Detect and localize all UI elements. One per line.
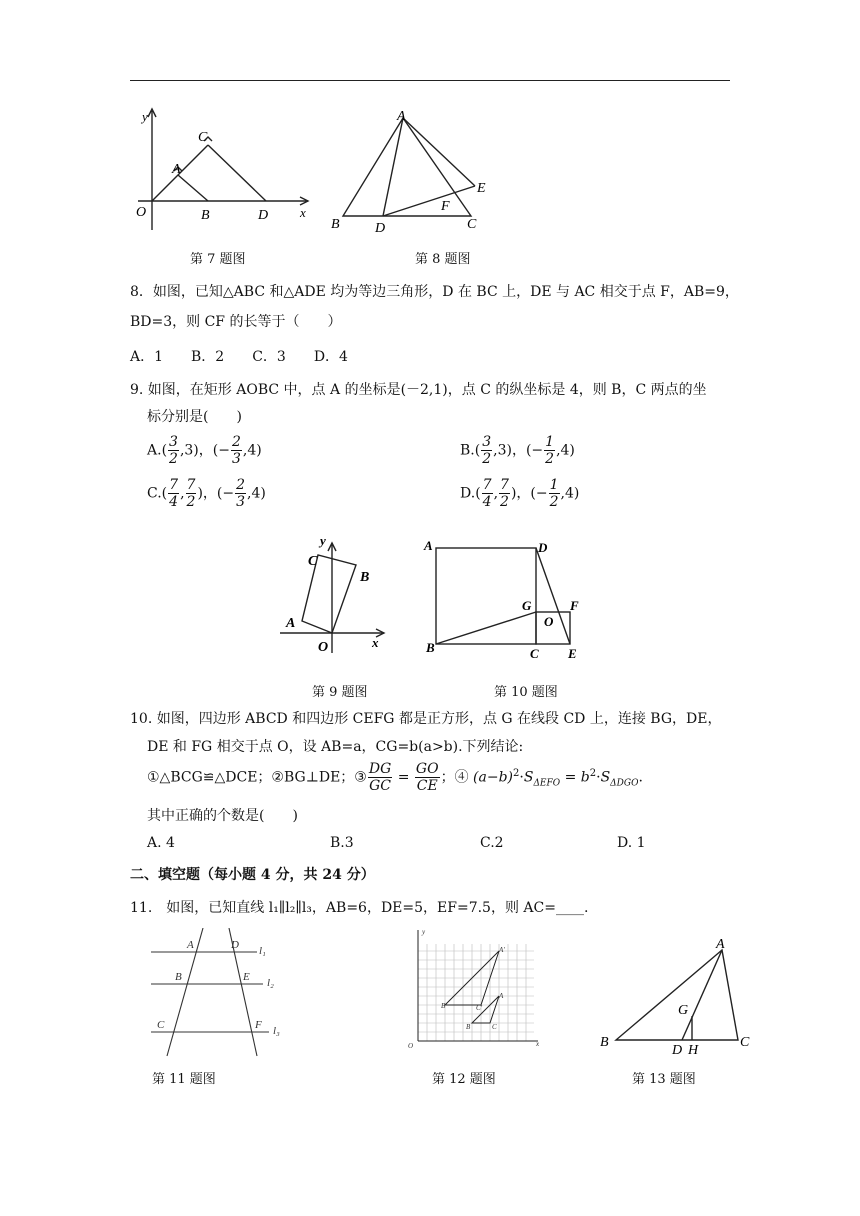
svg-text:O: O (408, 1042, 414, 1050)
svg-text:A: A (499, 992, 504, 1000)
svg-text:x: x (536, 1040, 540, 1048)
q10-line1: 10. 如图，四边形 ABCD 和四边形 CEFG 都是正方形，点 G 在线段 CD 上，连接 BG，DE， (130, 711, 722, 727)
svg-text:B: B (360, 570, 370, 585)
svg-text:D: D (538, 540, 548, 555)
svg-text:l₂: l₂ (267, 977, 274, 989)
svg-text:A: A (187, 939, 194, 951)
caption-fig7: 第 7 题图 (190, 252, 246, 267)
svg-text:B: B (600, 1035, 609, 1050)
svg-text:F: F (570, 598, 579, 613)
svg-text:D: D (375, 221, 386, 236)
svg-text:O: O (318, 640, 329, 655)
q9-line1: 9. 如图，在矩形 AOBC 中，点 A 的坐标是(－2,1)，点 C 的纵坐标是 4，则 B，C 两点的坐 (130, 382, 707, 398)
q8-line1: 8．如图，已知△ABC 和△ADE 均为等边三角形，D 在 BC 上，DE 与 AC 相交于点 F，AB=9， (130, 284, 739, 300)
q10-option-c: C.2 (480, 835, 504, 851)
svg-text:C: C (467, 217, 477, 232)
svg-text:B': B' (441, 1002, 447, 1010)
figure-9 (276, 535, 391, 657)
svg-text:F: F (441, 199, 450, 214)
q11-text: 11. 如图，已知直线 l₁∥l₂∥l₃，AB=6，DE=5，EF=7.5，则 AC=____. (130, 900, 589, 916)
q10-option-b: B.3 (330, 835, 354, 851)
figure-11 (145, 928, 295, 1058)
svg-text:B: B (466, 1023, 471, 1031)
svg-text:l₁: l₁ (259, 945, 266, 957)
caption-fig12: 第 12 题图 (432, 1072, 496, 1087)
svg-text:E: E (568, 646, 577, 660)
svg-text:C: C (492, 1023, 497, 1031)
svg-text:G: G (522, 598, 532, 613)
svg-text:D: D (231, 939, 239, 951)
q8-options: A．1 B．2 C．3 D．4 (130, 349, 348, 365)
svg-text:B: B (175, 971, 182, 983)
figure-8 (325, 108, 495, 236)
svg-text:y: y (320, 535, 326, 548)
figure-7 (128, 105, 318, 235)
svg-text:D: D (258, 208, 269, 223)
q9-option-a: A.( $\frac{3}{2}$ ,3)，(− $\frac{2}{3}$ ,4) (147, 434, 262, 467)
figure-12 (404, 924, 544, 1054)
svg-text:A: A (424, 538, 433, 553)
svg-text:y: y (422, 928, 426, 936)
q9-option-b: B.( $\frac{3}{2}$ ,3)，(− $\frac{1}{2}$ ,4) (460, 434, 575, 467)
q9-option-d: D.( $\frac{7}{4}$ , $\frac{7}{2}$ )，(− $\frac{1}{2}$ ,4) (460, 477, 580, 510)
svg-text:E: E (477, 181, 486, 196)
svg-text:x: x (372, 635, 379, 650)
svg-text:F: F (255, 1019, 262, 1031)
q10-option-a: A. 4 (147, 835, 175, 851)
section-2-title: 二、填空题（每小题 4 分，共 24 分） (130, 867, 375, 883)
caption-fig13: 第 13 题图 (632, 1072, 696, 1087)
svg-text:D: D (672, 1043, 683, 1056)
svg-text:B: B (201, 208, 210, 223)
svg-text:y: y (142, 109, 148, 124)
figure-10 (422, 536, 592, 660)
svg-text:A: A (397, 109, 406, 124)
svg-text:C: C (308, 554, 318, 569)
figure-13 (598, 932, 758, 1056)
caption-fig11: 第 11 题图 (152, 1072, 216, 1087)
svg-text:A: A (172, 162, 181, 177)
q9-line2: 标分别是( ) (147, 409, 242, 425)
q10-ask: 其中正确的个数是( ) (147, 808, 298, 824)
q10-conclusions: ①△BCG≌△DCE；②BG⊥DE；③ $\frac{DG}{GC}$ = $\frac{GO}{CE}$ ；④ $(a-b)^2\cdot S_{\Delta EFO} = b^2\cdot S_{\Delta DGO}$. (147, 761, 643, 794)
svg-text:C: C (157, 1019, 165, 1031)
svg-text:H: H (688, 1043, 699, 1056)
svg-text:C: C (740, 1035, 750, 1050)
caption-fig10: 第 10 题图 (494, 685, 558, 700)
svg-text:A: A (286, 616, 296, 631)
svg-text:C': C' (476, 1004, 483, 1012)
svg-text:G: G (678, 1003, 689, 1018)
svg-text:x: x (300, 205, 306, 220)
svg-text:C: C (198, 130, 208, 145)
svg-text:A: A (716, 937, 725, 952)
q10-option-d: D. 1 (617, 835, 646, 851)
header-rule (130, 80, 730, 81)
svg-text:E: E (243, 971, 250, 983)
svg-text:l₃: l₃ (273, 1025, 280, 1037)
svg-text:O: O (544, 614, 554, 629)
caption-fig9: 第 9 题图 (312, 685, 368, 700)
q10-line2: DE 和 FG 相交于点 O，设 AB=a，CG=b(a>b).下列结论: (147, 739, 524, 755)
svg-text:A': A' (499, 946, 505, 954)
q9-option-c: C.( $\frac{7}{4}$ , $\frac{7}{2}$ )，(− $\frac{2}{3}$ ,4) (147, 477, 266, 510)
svg-text:B: B (331, 217, 340, 232)
caption-fig8: 第 8 题图 (415, 252, 471, 267)
svg-text:O: O (136, 205, 147, 220)
q8-line2: BD=3，则 CF 的长等于（ ） (130, 314, 342, 330)
svg-text:B: B (426, 640, 435, 655)
svg-text:C: C (530, 646, 539, 660)
